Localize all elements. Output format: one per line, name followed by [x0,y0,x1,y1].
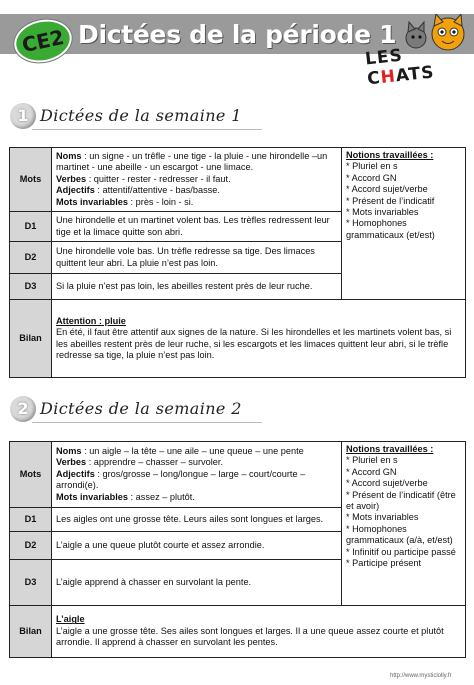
notion-item: * Infinitif ou participe passé [346,546,456,557]
d2-cell: L’aigle a une queue plutôt courte et assez arrondie. [52,532,342,560]
footer-url: http://www.mysticlolly.fr [390,673,452,679]
row-label: Mots [10,148,52,212]
d3-cell: Si la pluie n’est pas loin, les abeilles restent près de leur ruche. [52,274,342,300]
mots-row: Mots Noms : un aigle – la tête – une aile – une queue – une pente Verbes : apprendre – chasser – survoler. Adjectifs : gros/grosse – long/longue – large – court/courte – arrondi(e). Mots invariables : assez – plutôt. Notions travaillées : * Pluriel en s * Accord GN * Accord sujet/verbe * Présent de l’indicatif (être et avoir) * Mots invariables * Homophones grammaticaux (a/à, et/est) * Infinitif ou participe passé * Participe présent [10,442,466,508]
notion-item: * Accord GN [346,466,397,477]
section-number-badge: 2 [10,396,36,422]
section-title: Dictées de la semaine 1 [40,106,242,125]
notion-item: * Homophones grammaticaux (a/à, et/est) [346,523,453,546]
notion-item: * Présent de l’indicatif [346,195,435,206]
d2-row: D2 L’aigle a une queue plutôt courte et assez arrondie. [10,532,466,560]
section-underline [32,129,262,130]
bilan-cell: Attention : pluie En été, il faut être attentif aux signes de la nature. Si les hirondelles et les martinets volent bas, si les abeilles restent près de leur ruche, si les escargots et les limaces quittent leur abri, si le trèfle redresse sa tige, la pluie n’est pas loin. [52,300,466,378]
week-2-table [9,441,466,658]
notion-item: * Participe présent [346,558,422,569]
section-number-badge: 1 [10,103,36,129]
d3-cell: L’aigle apprend à chasser en survolant la pente. [52,560,342,606]
section-title: Dictées de la semaine 2 [40,399,242,418]
d3-row: D3 L’aigle apprend à chasser en survolant la pente. [10,560,466,606]
notion-item: * Mots invariables [346,207,419,218]
notions-cell: Notions travaillées : * Pluriel en s * Accord GN * Accord sujet/verbe * Présent de l’indicatif * Mots invariables * Homophones grammaticaux (et/est) [342,148,466,300]
notion-item: * Accord GN [346,172,397,183]
bilan-row: Bilan Attention : pluie En été, il faut être attentif aux signes de la nature. Si les hirondelles et les martinets volent bas, si les abeilles restent près de leur ruche, si les escargots et les limaces quittent leur abri, si le trèfle redresse sa tige, la pluie n’est pas loin. [10,300,466,378]
d1-row: D1 Une hirondelle et un martinet volent bas. Les trèfles redressent leur tige et la limace quitte son abri. [10,212,466,242]
d2-cell: Une hirondelle vole bas. Un trèfle redresse sa tige. Des limaces quittent leur abri. La pluie n’est pas loin. [52,242,342,274]
notion-item: * Pluriel en s [346,161,398,172]
mots-cell: Noms : un aigle – la tête – une aile – une queue – une pente Verbes : apprendre – chasser – survoler. Adjectifs : gros/grosse – long/longue – large – court/courte – arrondi(e). Mots invariables : assez – plutôt. [52,442,342,508]
week-1-table [9,147,466,378]
notion-item: * Mots invariables [346,512,419,523]
les-chats-logo [354,14,470,90]
mots-row [10,148,466,212]
bilan-row: Bilan L’aigle L’aigle a une grosse tête. Ses ailes sont longues et larges. Il a une queue assez courte et plutôt arrondie. Il apprend à chasser en survolant les pentes. [10,606,466,658]
notion-item: * Présent de l’indicatif (être et avoir) [346,489,456,512]
notion-item: * Accord sujet/verbe [346,478,428,489]
notion-item: * Homophones grammaticaux (et/est) [346,218,435,240]
d1-row: D1 Les aigles ont une grosse tête. Leurs ailes sont longues et larges. [10,508,466,532]
bilan-cell: L’aigle L’aigle a une grosse tête. Ses ailes sont longues et larges. Il a une queue assez courte et plutôt arrondie. Il apprend à chasser en survolant les pentes. [52,606,466,658]
notions-cell: Notions travaillées : * Pluriel en s * Accord GN * Accord sujet/verbe * Présent de l’indicatif (être et avoir) * Mots invariables * Homophones grammaticaux (a/à, et/est) * Infinitif ou participe passé * Participe présent [342,442,466,606]
section-underline [32,422,262,423]
logo-text: LES CHATS [364,45,436,90]
d3-row: D3 Si la pluie n’est pas loin, les abeilles restent près de leur ruche. [10,274,466,300]
notion-item: * Pluriel en s [346,455,398,466]
notion-item: * Accord sujet/verbe [346,184,428,195]
page-header [0,0,474,90]
d1-cell: Les aigles ont une grosse tête. Leurs ailes sont longues et larges. [52,508,342,532]
grade-badge-text: CE2 [19,24,67,58]
d2-row: D2 Une hirondelle vole bas. Un trèfle redresse sa tige. Des limaces quittent leur abri. La pluie n’est pas loin. [10,242,466,274]
mots-cell: Noms : un signe - un trêfle - une tige - la pluie - une hirondelle –un martinet - une abeille - un escargot - une limace. Verbes : quitter - rester - redresser - il faut. Adjectifs : attentif/attentive - bas/basse. Mots invariables : près - loin - si. [52,148,342,212]
d1-cell: Une hirondelle et un martinet volent bas. Les trèfles redressent leur tige et la limace quitte son abri. [52,212,342,242]
page-title: Dictées de la période 1 [78,20,397,49]
